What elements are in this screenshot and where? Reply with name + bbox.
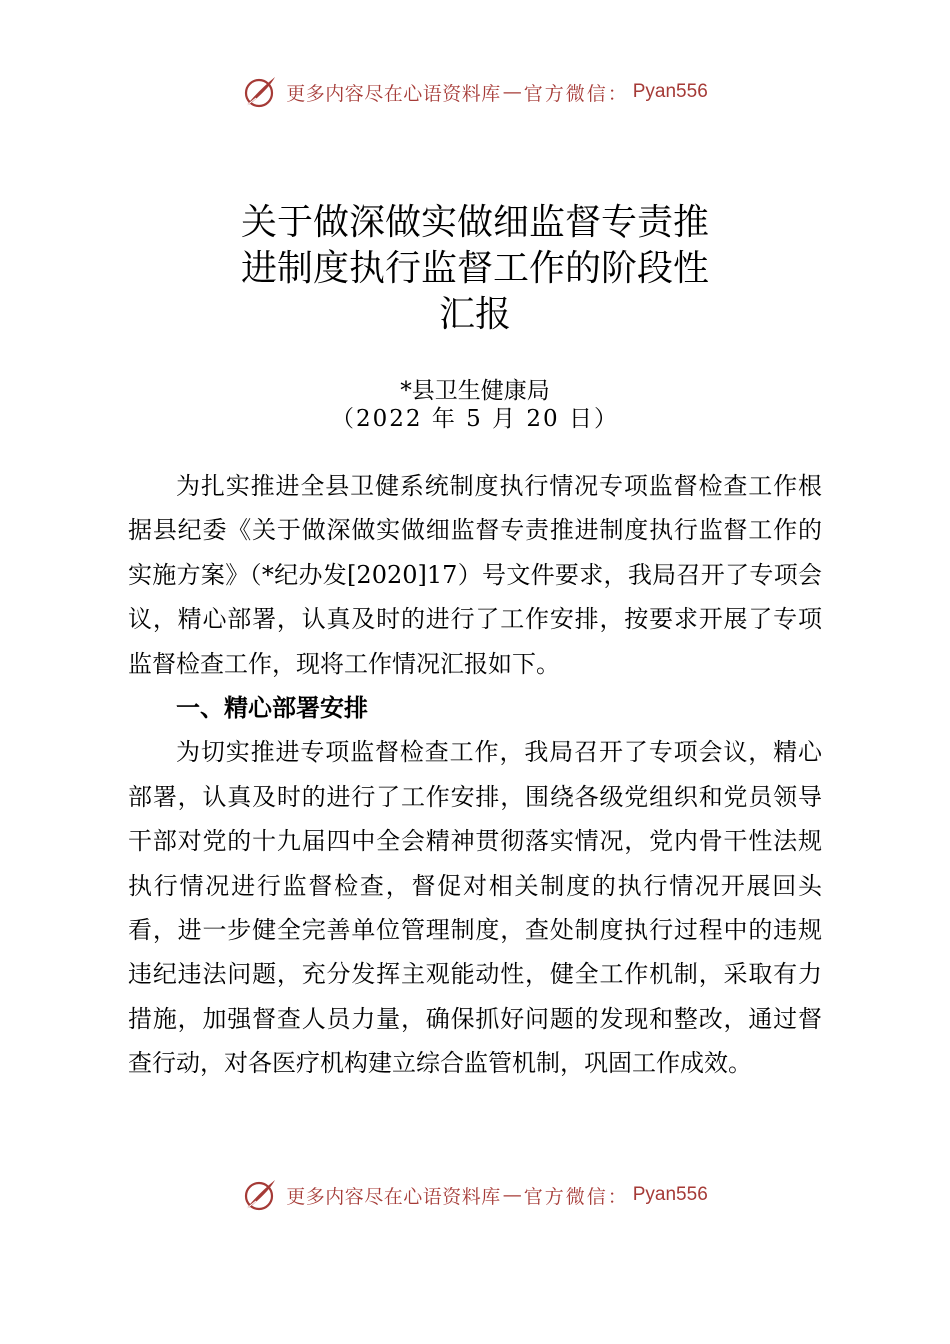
document-body — [128, 464, 822, 1086]
title-line-2: 进制度执行监督工作的阶段性 — [240, 248, 709, 289]
wechat-label: 官方微信： — [523, 82, 629, 105]
section-paragraph: 为切实推进专项监督检查工作，我局召开了专项会议，精心部署，认真及时的进行了工作安排，围绕各级党组织和党员领导干部对党的十九届四中全会精神贯彻落实情况，党内骨干性法规执行情况进行监督检查，督促对相关制度的执行情况开展回头看，进一步健全完善单位管理制度，查处制度执行过程中的违规违纪违法问题，充分发挥主观能动性，健全工作机制，采取有力措施，加强督查人员力量，确保抓好问题的发现和整改，通过督查行动，对各医疗机构建立综合监管机制，巩固工作成效。 — [128, 738, 822, 1078]
intro-paragraph: 为扎实推进全县卫健系统制度执行情况专项监督检查工作根据县纪委《关于做深做实做细监督专责推进制度执行监督工作的实施方案》（*纪办发[2020]17）号文件要求，我局召开了专项会议，精心部署，认真及时的进行了工作安排，按要求开展了专项监督检查工作，现将工作情况汇报如下。 — [128, 472, 822, 678]
section-heading: 一、精心部署安排 — [176, 694, 368, 723]
report-date: （2022 年 5 月 20 日） — [331, 406, 619, 432]
footer-banner — [0, 1173, 950, 1217]
wechat-id: Pyan556 — [632, 81, 708, 102]
title-line-3: 汇报 — [438, 294, 511, 335]
site-name: 更多内容尽在心语资料库 — [286, 82, 501, 105]
title-line-1: 关于做深做实做细监督专责推 — [240, 202, 709, 243]
banner-dash: — — [502, 1184, 522, 1206]
document-title — [0, 200, 950, 338]
banner-dash: — — [502, 81, 522, 103]
organization-name: *县卫生健康局 — [400, 378, 550, 404]
quill-logo-icon — [242, 1177, 278, 1213]
wechat-id: Pyan556 — [632, 1184, 708, 1205]
header-banner — [0, 70, 950, 114]
site-name: 更多内容尽在心语资料库 — [286, 1185, 501, 1208]
wechat-label: 官方微信： — [523, 1185, 629, 1208]
quill-logo-icon — [242, 74, 278, 110]
